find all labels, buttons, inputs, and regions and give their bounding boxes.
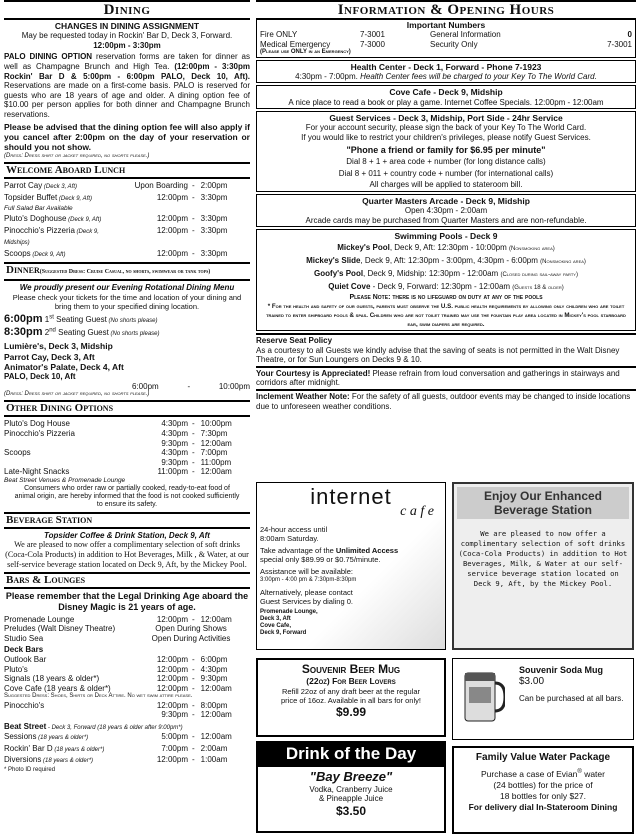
change-line: May be requested today in Rockin' Bar D, Deck 3, Forward. bbox=[21, 31, 233, 41]
info-title: Information & Opening Hours bbox=[256, 0, 636, 20]
deck-bars-head: Deck Bars bbox=[4, 645, 44, 655]
bars-top-list bbox=[4, 615, 250, 644]
pool-row: Quiet Cove - Deck 9, Forward: 12:30pm - 12:00am (Guests 18 & older) bbox=[328, 281, 564, 291]
cove-cafe: Cove Cafe - Deck 9, Midship A nice place to read a book or play a game. Internet Coffee Specials. 12:00pm - 12:00am bbox=[256, 85, 636, 109]
beverage-ad: Enjoy Our Enhanced Beverage Station We are pleased to now offer a complimentary selection of soft drinks (Coca-Cola Products) in addition to Hot Beverages, Milk, & Water at our self-service beverage station located on Deck 9, Aft, by the Mickey Pool. bbox=[452, 482, 634, 650]
health-center: Health Center - Deck 1, Forward - Phone 7-1923 4:30pm - 7:00pm. Health Center fees will be charged to your Key To The World Card. bbox=[256, 60, 636, 84]
dinner-proud: We proudly present our Evening Rotational Dining Menu bbox=[19, 283, 235, 293]
ads-row-1 bbox=[256, 482, 634, 652]
courtesy-note: Your Courtesy is Appreciated! Please refrain from loud conversation and gatherings in stairways and corridors after midnight. bbox=[256, 366, 636, 388]
right-column bbox=[256, 0, 636, 818]
table-row: Diversions (18 years & older*) 12:00pm - 1:00am bbox=[4, 755, 228, 765]
table-row: Scoops (Deck 9, Aft) 12:00pm - 3:30pm bbox=[4, 248, 228, 258]
quarter-masters: Quarter Masters Arcade - Deck 9, Midship Open 4:30pm - 2:00am Arcade cards may be purchased from Quarter Masters and are non-refundable. bbox=[256, 194, 636, 227]
dinner-title: Dinner(Suggested Dress: Cruise Casual, no shorts, swimwear or tank tops) bbox=[4, 262, 250, 281]
guest-services: Guest Services - Deck 3, Midship, Port Side - 24hr Service For your account security, please sign the back of your Key To The World Card. If you would like to restrict your children's privileges, please notify Guest Services. "Phone a friend or family for $6.95 per minute" Dial 8 + 1 + area code + number (for long distance calls) Dial 8 + 011 + country code + number (for international calls) All charges will be applied to stateroom bill. bbox=[256, 111, 636, 192]
palo-advice: Please be advised that the dining option fee will also apply if you cancel after 2:00pm on the day of your reservation or should you not show. bbox=[4, 121, 250, 152]
consumer-warning: Consumers who order raw or partially cooked, ready-to-eat food of animal origin, are hereby informed that the food is not cooked sufficiently to ensure its safety. bbox=[14, 484, 240, 509]
pinocchio-list bbox=[4, 701, 250, 720]
other-list bbox=[4, 419, 250, 477]
cafe-logo: c a f e bbox=[400, 504, 434, 519]
soda-mug-ad: Souvenir Soda Mug $3.00 Can be purchased at all bars. bbox=[452, 658, 634, 740]
table-row: Parrot Cay (Deck 3, Aft) Upon Boarding - 2:00pm bbox=[4, 181, 228, 191]
pool-row: Mickey's Pool, Deck 9, Aft: 12:30pm - 10:00pm (Nonsmoking area) bbox=[337, 242, 555, 252]
table-row: 9:30pm - 11:00pm bbox=[161, 457, 232, 467]
internet-cafe-ad: internet c a f e 24-hour access until 8:00am Saturday. Take advantage of the Unlimited Access special only $89.99 or $0.75/minute. Assistance will be available: 3:00pm - 4:00 pm & 7:30pm-8:30pm Alternatively, please contact Guest Services by dialing 0. Promenade Lounge, Deck 3, Aft Cove Cafe, Deck 9, Forward bbox=[256, 482, 446, 650]
table-row: Rockin' Bar D (18 years & older*) 7:00pm - 2:00am bbox=[4, 743, 228, 753]
table-row: Outlook Bar 12:00pm - 6:00pm bbox=[4, 654, 228, 664]
dinner-check: Please check your tickets for the time and location of your dining and bring them to your specified dining location. bbox=[12, 293, 242, 312]
change-time: 12:00pm - 3:30pm bbox=[93, 40, 161, 50]
reserve-seat: Reserve Seat Policy As a courtesy to all Guests we kindly advise that the saving of seats is not permitted in the Walt Disney Theatre, or for Sun Loungers on Decks 9 & 10. bbox=[256, 333, 636, 365]
drink-of-day-title: Drink of the Day bbox=[256, 741, 446, 767]
dress-note-2: (Dress: Dress shirt or jacket required, no shorts please.) bbox=[4, 391, 150, 398]
pool-row: Goofy's Pool, Deck 9, Midship: 12:30pm - 12:00am (Closed during sail-away party) bbox=[314, 268, 578, 278]
pool-row: Mickey's Slide, Deck 9, Aft: 12:30pm - 3:00pm, 4:30pm - 6:00pm (Nonsmoking area) bbox=[306, 255, 586, 265]
table-row: Pluto's 12:00pm - 4:30pm bbox=[4, 664, 228, 674]
seating-2: 8:30pm 2nd Seating Guest (No shorts please) bbox=[4, 326, 160, 339]
number-row: Medical Emergency 7-3000 Security Only 7-3001 bbox=[260, 39, 632, 49]
left-column bbox=[4, 0, 250, 774]
table-row: Pluto's Doghouse (Deck 9, Aft) 12:00pm - 3:30pm bbox=[4, 214, 228, 224]
dining-title: Dining bbox=[4, 0, 250, 20]
table-row: 9:30pm - 12:00am bbox=[161, 438, 232, 448]
table-row: Promenade Lounge 12:00pm - 12:00am bbox=[4, 614, 232, 624]
palo-row: PALO, Deck 10, Aft 6:00pm - 10:00pm bbox=[4, 371, 250, 391]
dress-note: (Dress: Dress shirt or jacket required, no shorts please.) bbox=[4, 153, 150, 160]
drink-of-day-ad: "Bay Breeze" Vodka, Cranberry Juice & Pineapple Juice $3.50 bbox=[256, 767, 446, 833]
table-row: Pinocchio's 12:00pm - 8:00pm bbox=[4, 700, 228, 710]
palo-paragraph: PALO DINING OPTION reservation forms are taken for dinner as well as Champagne Brunch and High Tea. (12:00pm - 3:30pm Rockin' Bar D & 5:00pm - 6:00pm PALO, Deck 10, Aft). Reservations are made on a first-come basis. PALO is reserved for guests who are 18 years of age and older. A dining option fee of $10.00 per person applies for both dinner and Champagne Brunch reservations. bbox=[4, 52, 250, 119]
bev-text: We are pleased to now offer a complimentary selection of soft drinks (Coca-Cola Products) in addition to Hot Beverages, Milk , & Water, at our self-service beverage station located on Deck 9, Aft, by the Mickey Pool. bbox=[5, 540, 249, 570]
suggested-dress: Suggested Dress: Shoes, Shirts or Deck Attire. No wet swim attire please. bbox=[4, 693, 193, 700]
table-row: Late-Night Snacks 11:00pm - 12:00am bbox=[4, 467, 232, 477]
bev-sub: Topsider Coffee & Drink Station, Deck 9, Aft bbox=[44, 530, 210, 540]
change-title: CHANGES IN DINING ASSIGNMENT bbox=[54, 21, 200, 31]
seating-1: 6:00pm 1st Seating Guest (No shorts please) bbox=[4, 313, 158, 326]
table-row: Studio Sea Open During Activities bbox=[4, 633, 231, 643]
beer-mug-ad: Souvenir Beer Mug (22oz) For Beer Lovers Refill 22oz of any draft beer at the regular price of 16oz. Available in all bars for only! $9.99 bbox=[256, 658, 446, 737]
deck-bars-list bbox=[4, 655, 250, 693]
beat-venues: Beat Street Venues & Promenade Lounge bbox=[4, 476, 126, 484]
lunch-title: Welcome Aboard Lunch bbox=[4, 162, 250, 179]
lunch-list: Parrot Cay (Deck 3, Aft) Upon Boarding - 2:00pm Topsider Buffet (Deck 9, Aft) 12:00pm - 3:30pm Full Salad Bar Available Pluto's Doghouse (Deck 9, Aft) 12:00pm - 3:30pm Pinocchio's Pizzeria (Deck 9, Midships) 12:00pm - 3:30pm Scoops (Deck 9, Aft) 12:00pm - 3:30pm bbox=[4, 181, 250, 260]
number-row: Fire ONLY 7-3001 General Information 0 bbox=[260, 30, 632, 40]
dinner-venues: Lumière's, Deck 3, Midship Parrot Cay, Deck 3, Aft Animator's Palate, Deck 4, Aft bbox=[4, 341, 124, 372]
table-row: Sessions (18 years & older*) 5:00pm - 12:00am bbox=[4, 731, 232, 741]
swimming-pools: Swimming Pools - Deck 9 Mickey's Pool, Deck 9, Aft: 12:30pm - 10:00pm (Nonsmoking area) Mickey's Slide, Deck 9, Aft: 12:30pm - 3:00pm, 4:30pm - 6:00pm (Nonsmoking area) Goofy's Pool, Deck 9, Midship: 12:30pm - 12:00am (Closed during sail-away party) Quiet Cove - Deck 9, Forward: 12:30pm - 12:00am (Guests 18 & older) Please Note: there is no lifeguard on duty at any of the pools * For the health and safety of our guests, parents must observe the U.S. public health requirements by allowing only children who are toilet trained to enter shipboard pools & spas. Children who are not toilet trained may use the fountain play area located in Mickey's pool starboard ear, swim diapers are required. bbox=[256, 229, 636, 331]
internet-logo: internet bbox=[310, 484, 392, 509]
important-numbers: Important Numbers Fire ONLY 7-3001 General Information 0 Medical Emergency 7-3000 Security Only 7-3001 (Please use ONLY in an Emergency) bbox=[256, 20, 636, 58]
water-package-ad: Family Value Water Package Purchase a case of Evian® water (24 bottles) for the price of 18 bottles for only $27. For delivery dial In-Stateroom Dining bbox=[452, 746, 634, 834]
bev-title: Beverage Station bbox=[4, 512, 250, 529]
table-row: Pinocchio's Pizzeria (Deck 9, Midships) 12:00pm - 3:30pm bbox=[4, 225, 228, 247]
beat-street-list bbox=[4, 732, 250, 767]
table-row: Topsider Buffet (Deck 9, Aft) 12:00pm - 3:30pm bbox=[4, 192, 228, 202]
table-row: Pluto's Dog House 4:30pm - 10:00pm bbox=[4, 419, 232, 429]
drinking-age: Please remember that the Legal Drinking Age aboard the Disney Magic is 21 years of age. bbox=[5, 591, 249, 612]
table-row: Signals (18 years & older*) 12:00pm - 9:30pm bbox=[4, 674, 228, 684]
soda-mug-icon bbox=[459, 669, 505, 727]
table-row: 9:30pm - 12:00am bbox=[161, 710, 232, 720]
photo-note: * Photo ID required bbox=[4, 766, 56, 773]
bars-title: Bars & Lounges bbox=[4, 572, 250, 589]
table-row: Cove Cafe (18 years & older*) 12:00pm - 12:00am bbox=[4, 683, 232, 693]
other-title: Other Dining Options bbox=[4, 400, 250, 417]
table-row: Pinocchio's Pizzeria 4:30pm - 7:30pm bbox=[4, 428, 228, 438]
enjoy-title: Enjoy Our Enhanced Beverage Station bbox=[457, 487, 629, 519]
table-row: Preludes (Walt Disney Theatre) Open During Shows bbox=[4, 624, 227, 634]
palo-head: PALO DINING OPTION bbox=[4, 52, 93, 62]
weather-note: Inclement Weather Note: For the safety of all guests, outdoor events may be changed to inside locations due to unforeseen weather conditions. bbox=[256, 389, 636, 411]
table-row: Scoops 4:30pm - 7:00pm bbox=[4, 448, 228, 458]
beat-street-head: Beat Street - Deck 3, Forward (18 years & older after 9:00pm*) bbox=[4, 721, 183, 731]
